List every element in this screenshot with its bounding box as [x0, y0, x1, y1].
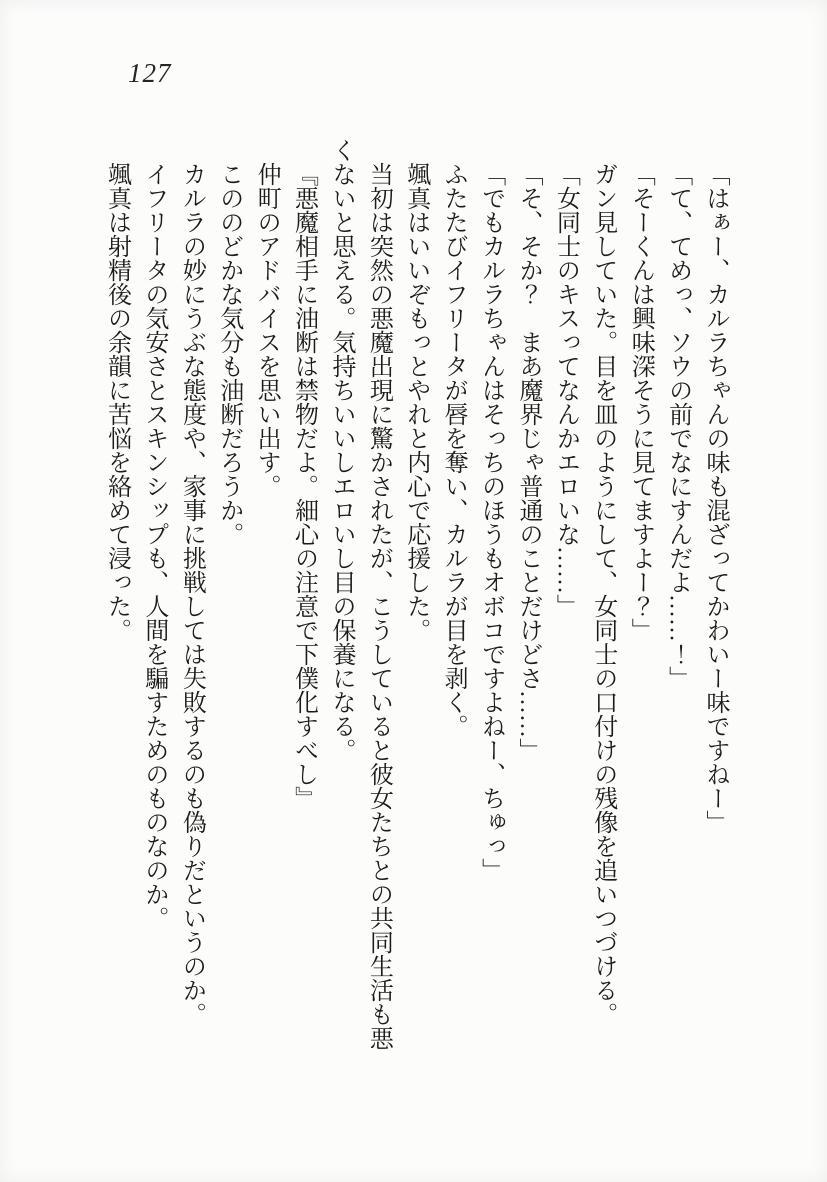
paragraph: ふたたびイフリータが唇を奪い、カルラが目を剥く。	[440, 162, 467, 738]
paragraph: 「て、てめっ、ソウの前でなにすんだよ……！」	[664, 162, 691, 690]
paragraph: 颯真は射精後の余韻に苦悩を絡めて浸った。	[103, 162, 130, 642]
paragraph: カルラの妙にうぶな態度や、家事に挑戦しては失敗するのも偽りだというのか。	[178, 162, 205, 1026]
paragraph: 颯真はいいぞもっとやれと内心で応援した。	[402, 162, 429, 642]
paragraph: 「女同士のキスってなんかエロいな……」	[552, 162, 579, 618]
paragraph: イフリータの気安さとスキンシップも、人間を騙すためのものなのか。	[140, 162, 167, 930]
paragraph: 「そ、そか？ まあ魔界じゃ普通のことだけどさ……」	[514, 162, 541, 762]
text-block	[97, 138, 733, 1050]
paragraph: 「そーくんは興味深そうに見てますよー？」	[627, 162, 654, 642]
paragraph: 『悪魔相手に油断は禁物だよ。細心の注意で下僕化すべし』	[290, 162, 317, 810]
paragraph: 当初は突然の悪魔出現に驚かされたが、こうしていると彼女たちとの共同生活も悪くないと思える。気持ちいいしエロいし目の保養になる。	[327, 138, 392, 1050]
paragraph: こののどかな気分も油断だろうか。	[215, 162, 242, 546]
paragraph: 仲町のアドバイスを思い出す。	[253, 162, 280, 498]
paragraph: 「でもカルラちゃんはそっちのほうもオボコですよねー、ちゅっ」	[477, 162, 504, 882]
page-number: 127	[128, 58, 172, 88]
paragraph: ガン見していた。目を皿のようにして、女同士の口付けの残像を追いつづける。	[589, 162, 616, 1026]
paragraph: 「はぁー、カルラちゃんの味も混ざってかわいー味ですねー」	[702, 162, 728, 834]
